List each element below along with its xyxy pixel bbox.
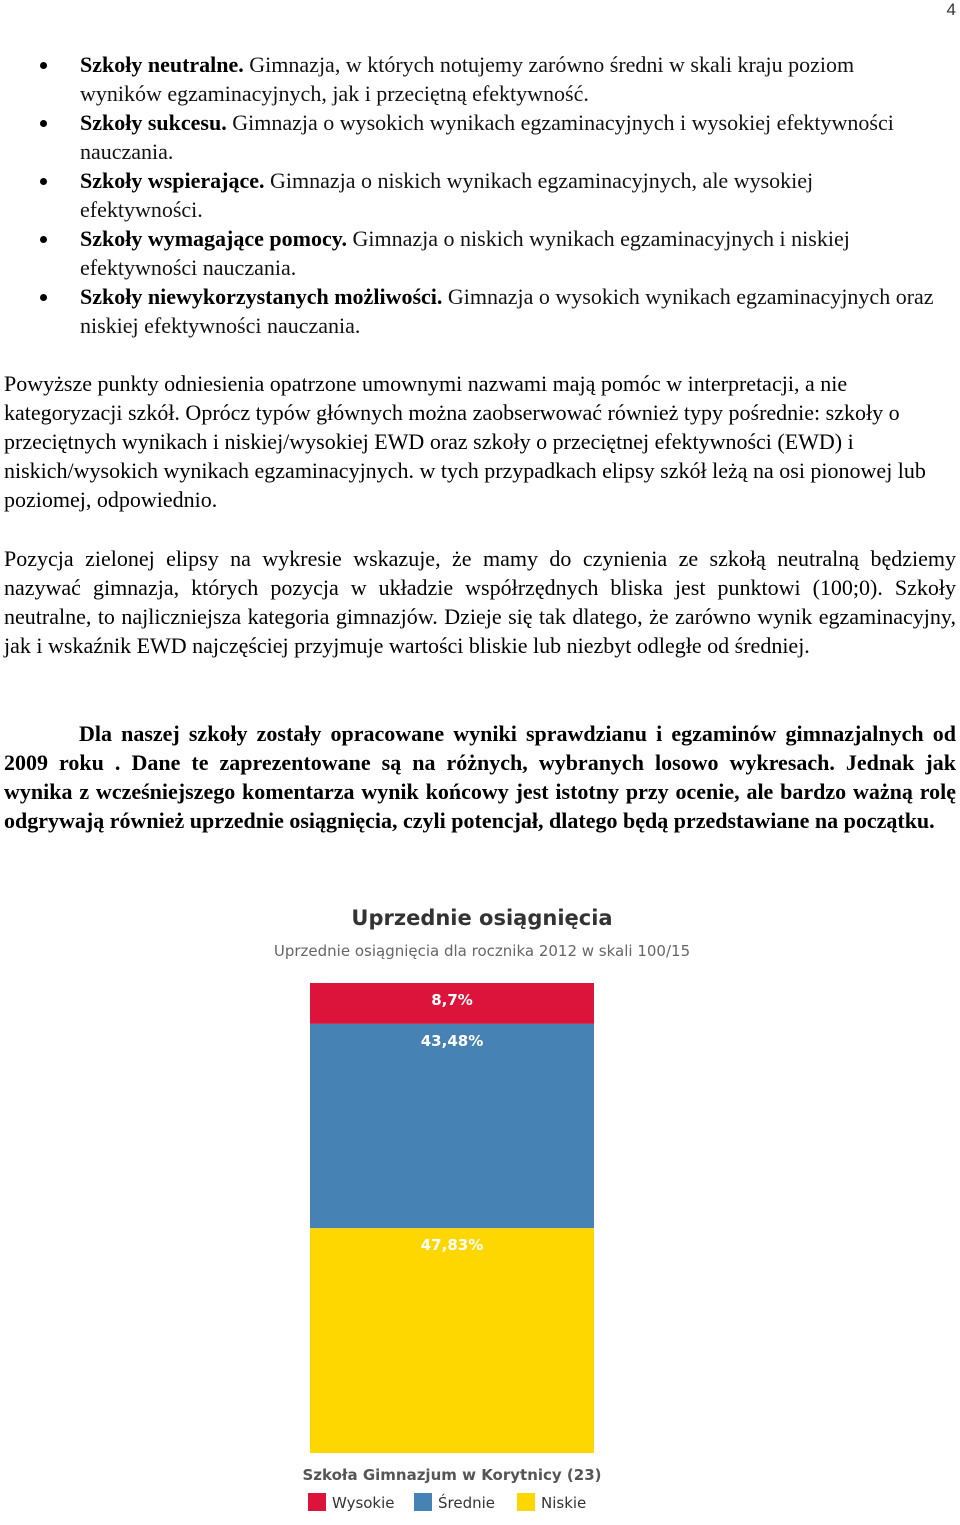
bullet-item — [0, 282, 940, 340]
bullet-dot-icon — [40, 62, 47, 69]
legend-label-1: Wysokie — [332, 1494, 395, 1512]
bullet-description: Gimnazja o niskich wynikach egzaminacyjnych i niskiej efektywności nauczania. — [80, 226, 850, 280]
bullet-dot-icon — [40, 294, 47, 301]
bullet-dot-icon — [40, 178, 47, 185]
chart-bars — [310, 983, 594, 1453]
bullet-description: Gimnazja, w których notujemy zarówno średni w skali kraju poziom wyników egzaminacyjnych, jak i przeciętną efektywność. — [80, 52, 855, 106]
paragraph-school-results: Dla naszej szkoły zostały opracowane wyniki sprawdzianu i egzaminów gimnazjalnych od 2009 roku . Dane te zaprezentowane są na różnych, wybranych losowo wykresach. Jednak jak wynika z wcześniejszego komentarza wynik końcowy jest istotny przy ocenie, ale bardzo ważną rolę odgrywają również uprzednie osiągnięcia, czyli potencjał, dlatego będą przedstawiane na początku. — [4, 721, 956, 833]
legend-swatch-2 — [414, 1493, 432, 1511]
bullet-term: Szkoły wymagające pomocy. — [80, 226, 348, 251]
legend-swatch-3 — [517, 1493, 535, 1511]
bullet-item — [0, 224, 940, 282]
bullet-item — [0, 166, 940, 224]
chart-subtitle: Uprzednie osiągnięcia dla rocznika 2012 w skali 100/15 — [273, 942, 691, 960]
data-label-2: 43,48% — [420, 1031, 484, 1050]
data-label-1: 8,7% — [431, 991, 473, 1009]
bar-segment-2 — [310, 1024, 594, 1228]
data-label-3: 47,83% — [420, 1236, 484, 1255]
chart-legend — [308, 1493, 586, 1512]
legend-label-3: Niskie — [541, 1494, 587, 1512]
bullet-description: Gimnazja o niskich wynikach egzaminacyjnych, ale wysokiej efektywności. — [80, 168, 814, 222]
chart-title: Uprzednie osiągnięcia — [351, 906, 613, 930]
bullet-item — [0, 50, 940, 108]
paragraph-interpretation: Powyższe punkty odniesienia opatrzone umownymi nazwami mają pomóc w interpretacji, a nie kategoryzacji szkół. Oprócz typów głównych można zaobserwować również typy pośrednie: szkoły o przeciętnych wynikach i niskiej/wysokiej EWD oraz szkoły o przeciętnej efektywności (EWD) i niskich/wysokich wynikach egzaminacyjnych. w tych przypadkach elipsy szkół leżą na osi pionowej lub poziomej, odpowiednio. — [4, 371, 926, 512]
bullet-term: Szkoły neutralne. — [80, 52, 244, 77]
bullet-item — [0, 108, 940, 166]
legend-label-2: Średnie — [438, 1494, 496, 1512]
school-types-list — [0, 50, 940, 340]
bullet-term: Szkoły wspierające. — [80, 168, 265, 193]
bullet-dot-icon — [40, 120, 47, 127]
bullet-term: Szkoły sukcesu. — [80, 110, 227, 135]
category-label: Szkoła Gimnazjum w Korytnicy (23) — [302, 1466, 602, 1484]
page-number: 4 — [946, 0, 956, 19]
bar-segment-3 — [310, 1228, 594, 1453]
bullet-description: Gimnazja o wysokich wynikach egzaminacyjnych oraz niskiej efektywności nauczania. — [80, 284, 934, 338]
bullet-dot-icon — [40, 236, 47, 243]
bullet-description: Gimnazja o wysokich wynikach egzaminacyjnych i wysokiej efektywności nauczania. — [80, 110, 894, 164]
bullet-term: Szkoły niewykorzystanych możliwości. — [80, 284, 443, 309]
legend-swatch-1 — [308, 1493, 326, 1511]
paragraph-green-ellipse: Pozycja zielonej elipsy na wykresie wskazuje, że mamy do czynienia ze szkołą neutralną będziemy nazywać gimnazja, których pozycja w układzie współrzędnych bliska jest punktowi (100;0). Szkoły neutralne, to najliczniejsza kategoria gimnazjów. Dzieje się tak dlatego, że zarówno wynik egzaminacyjny, jak i wskaźnik EWD najczęściej przyjmuje wartości bliskie lub niezbyt odległe od średniej. — [4, 546, 956, 658]
prior-achievements-chart — [0, 895, 960, 1525]
